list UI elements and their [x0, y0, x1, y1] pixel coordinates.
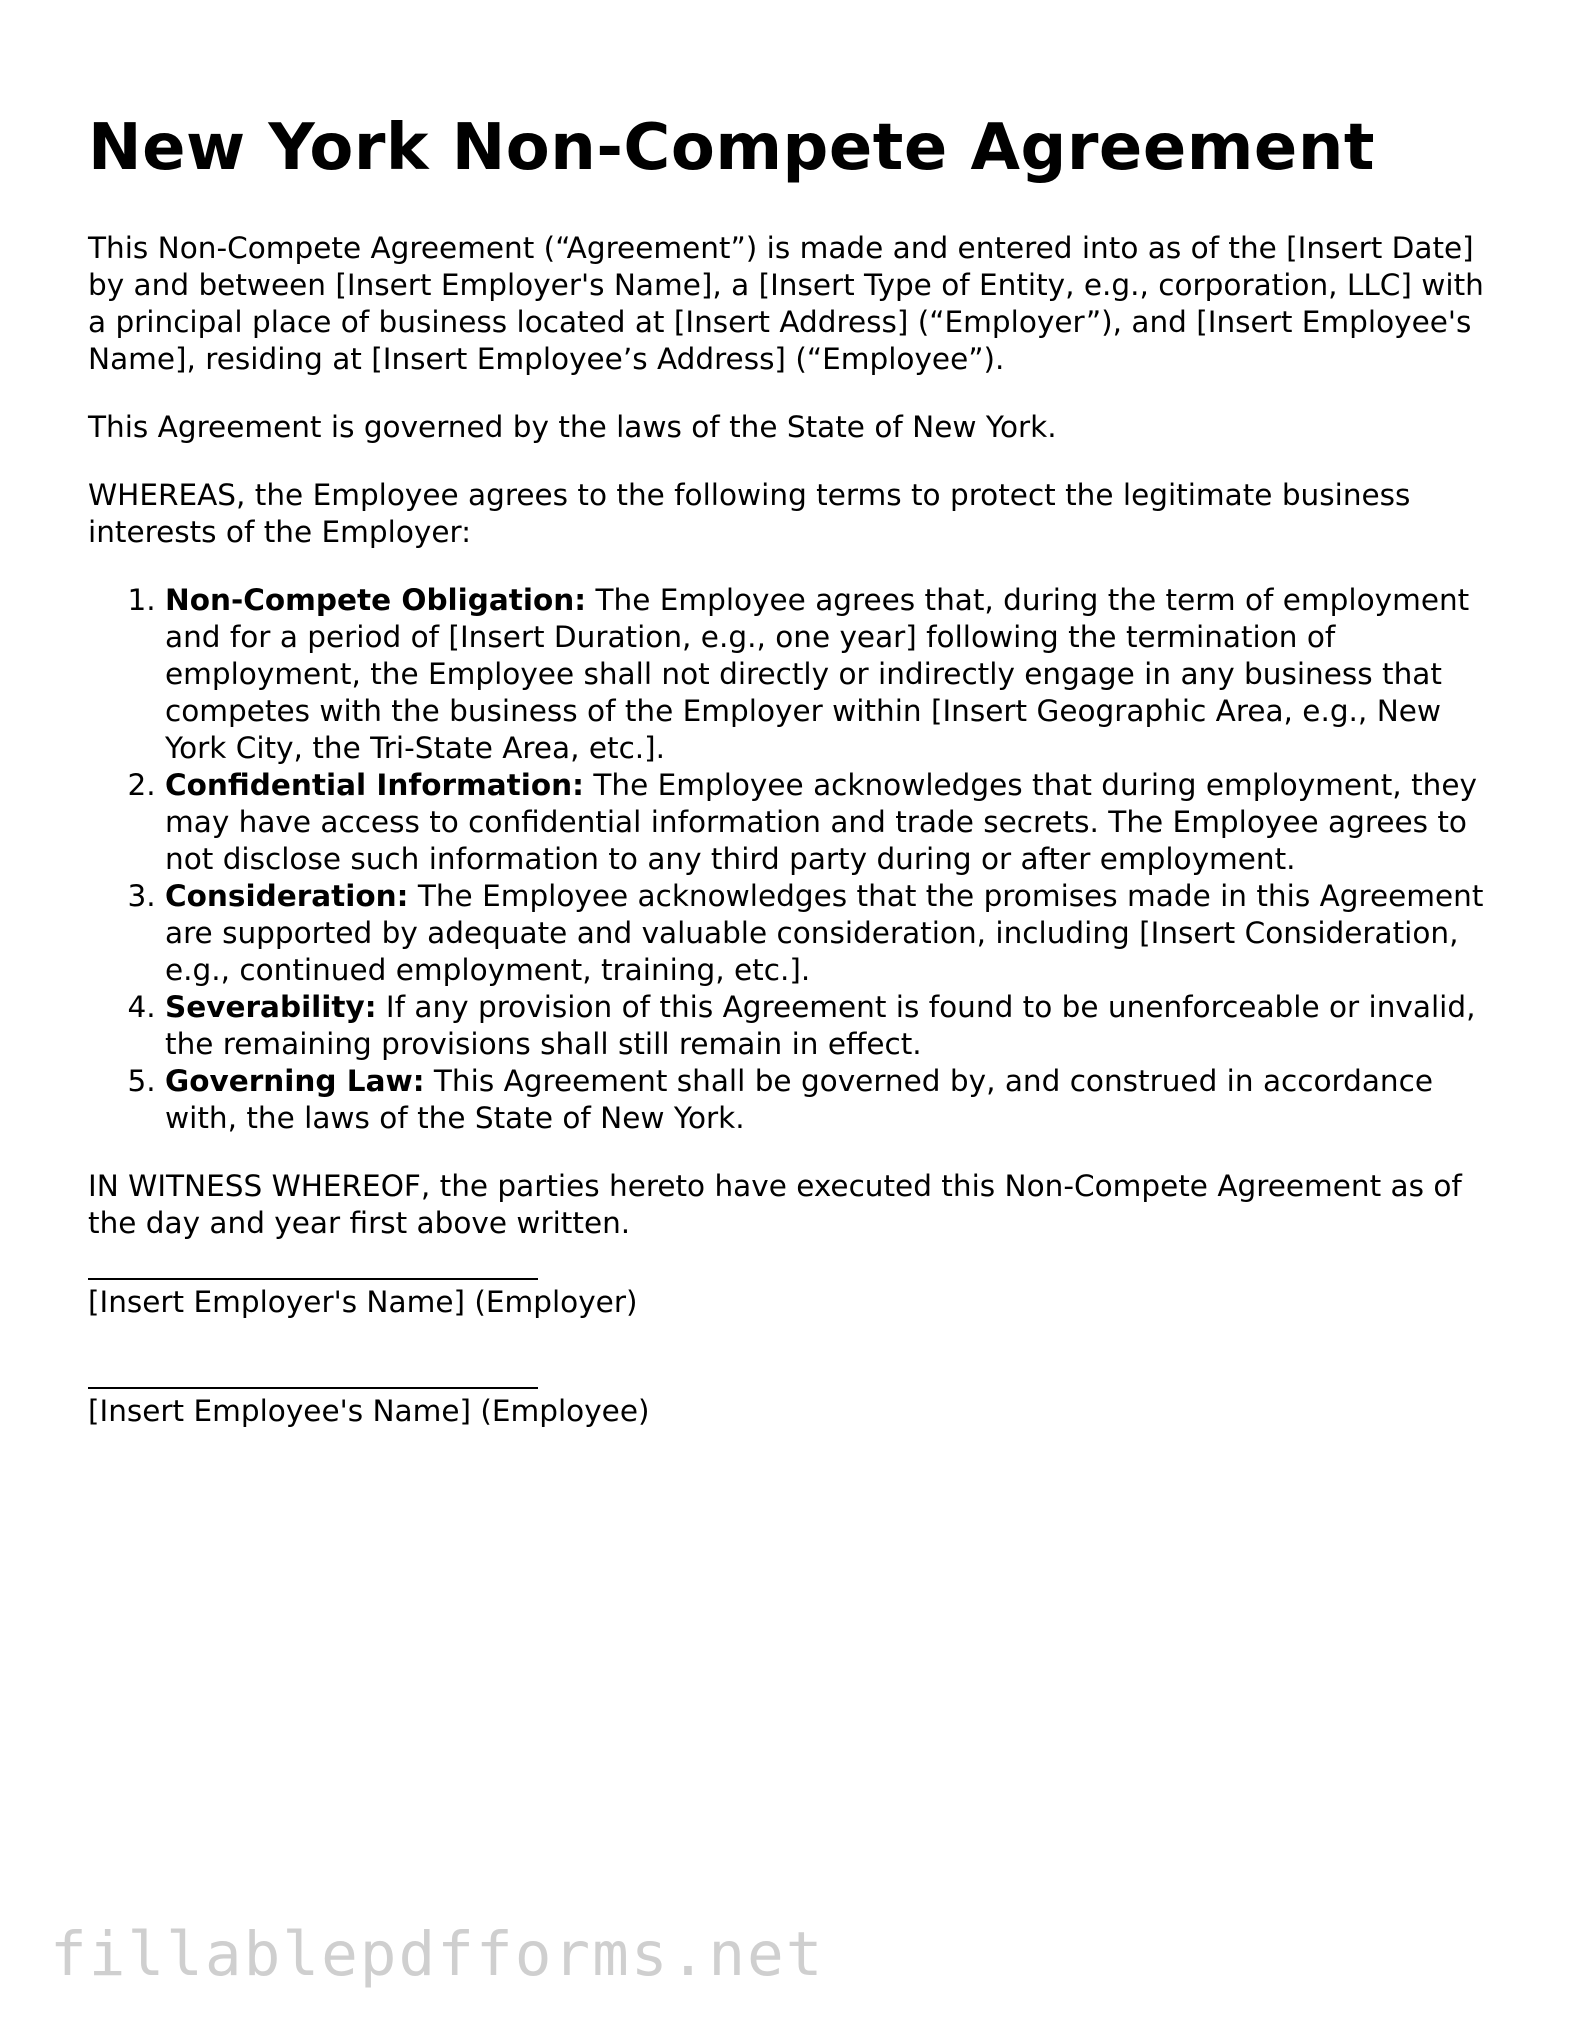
document-page: [88, 110, 1508, 1430]
page-title: New York Non-Compete Agreement: [88, 111, 1375, 185]
term-item-governing-law: [165, 1063, 1508, 1137]
term-item-severability: [165, 989, 1508, 1063]
employer-signature-line[interactable]: [88, 1278, 538, 1280]
term-item-non-compete: [165, 582, 1508, 767]
whereas-paragraph: WHEREAS, the Employee agrees to the following terms to protect the legitimate business interests of the Employer:: [88, 478, 1411, 549]
employee-signature-block: [88, 1387, 1508, 1430]
employee-signature-name: [Insert Employee's Name] (Employee): [88, 1394, 650, 1428]
terms-list: [88, 582, 1508, 1137]
term-label: Severability:: [165, 990, 377, 1024]
term-text: The Employee agrees that, during the term of employment and for a period of [Insert Duration, e.g., one year] following the termination of employment, the Employee shall not directly or indirectly engage in any business that competes with the business of the Employer within [Insert Geographic Area, e.g., New York City, the Tri-State Area, etc.].: [165, 583, 1470, 765]
employee-signature-line[interactable]: [88, 1387, 538, 1389]
term-text: If any provision of this Agreement is found to be unenforceable or invalid, the remaining provisions shall still remain in effect.: [165, 990, 1476, 1061]
term-label: Non-Compete Obligation:: [165, 583, 587, 617]
term-label: Confidential Information:: [165, 768, 584, 802]
term-text: The Employee acknowledges that the promises made in this Agreement are supported by adequate and valuable consideration, including [Insert Consideration, e.g., continued employment, training, etc.].: [165, 879, 1484, 987]
employer-signature-name: [Insert Employer's Name] (Employer): [88, 1285, 638, 1319]
term-label: Consideration:: [165, 879, 409, 913]
governing-statement: This Agreement is governed by the laws of the State of New York.: [88, 410, 1057, 444]
term-text: The Employee acknowledges that during employment, they may have access to confidential information and trade secrets. The Employee agrees to not disclose such information to any third party during or after employment.: [165, 768, 1477, 876]
term-item-confidential: [165, 767, 1508, 878]
term-label: Governing Law:: [165, 1064, 425, 1098]
term-item-consideration: [165, 878, 1508, 989]
intro-paragraph: This Non-Compete Agreement (“Agreement”) is made and entered into as of the [Insert Date] by and between [Insert Employer's Name], a [Insert Type of Entity, e.g., corporation, LLC] with a principal place of business located at [Insert Address] (“Employer”), and [Insert Employee's Name], residing at [Insert Employee’s Address] (“Employee”).: [88, 231, 1484, 376]
term-text: This Agreement shall be governed by, and construed in accordance with, the laws of the State of New York.: [165, 1064, 1433, 1135]
employer-signature-block: [88, 1278, 1508, 1321]
witness-paragraph: IN WITNESS WHEREOF, the parties hereto have executed this Non-Compete Agreement as of the day and year first above written.: [88, 1169, 1462, 1240]
watermark: fillablepdfforms.net: [50, 1919, 825, 1990]
